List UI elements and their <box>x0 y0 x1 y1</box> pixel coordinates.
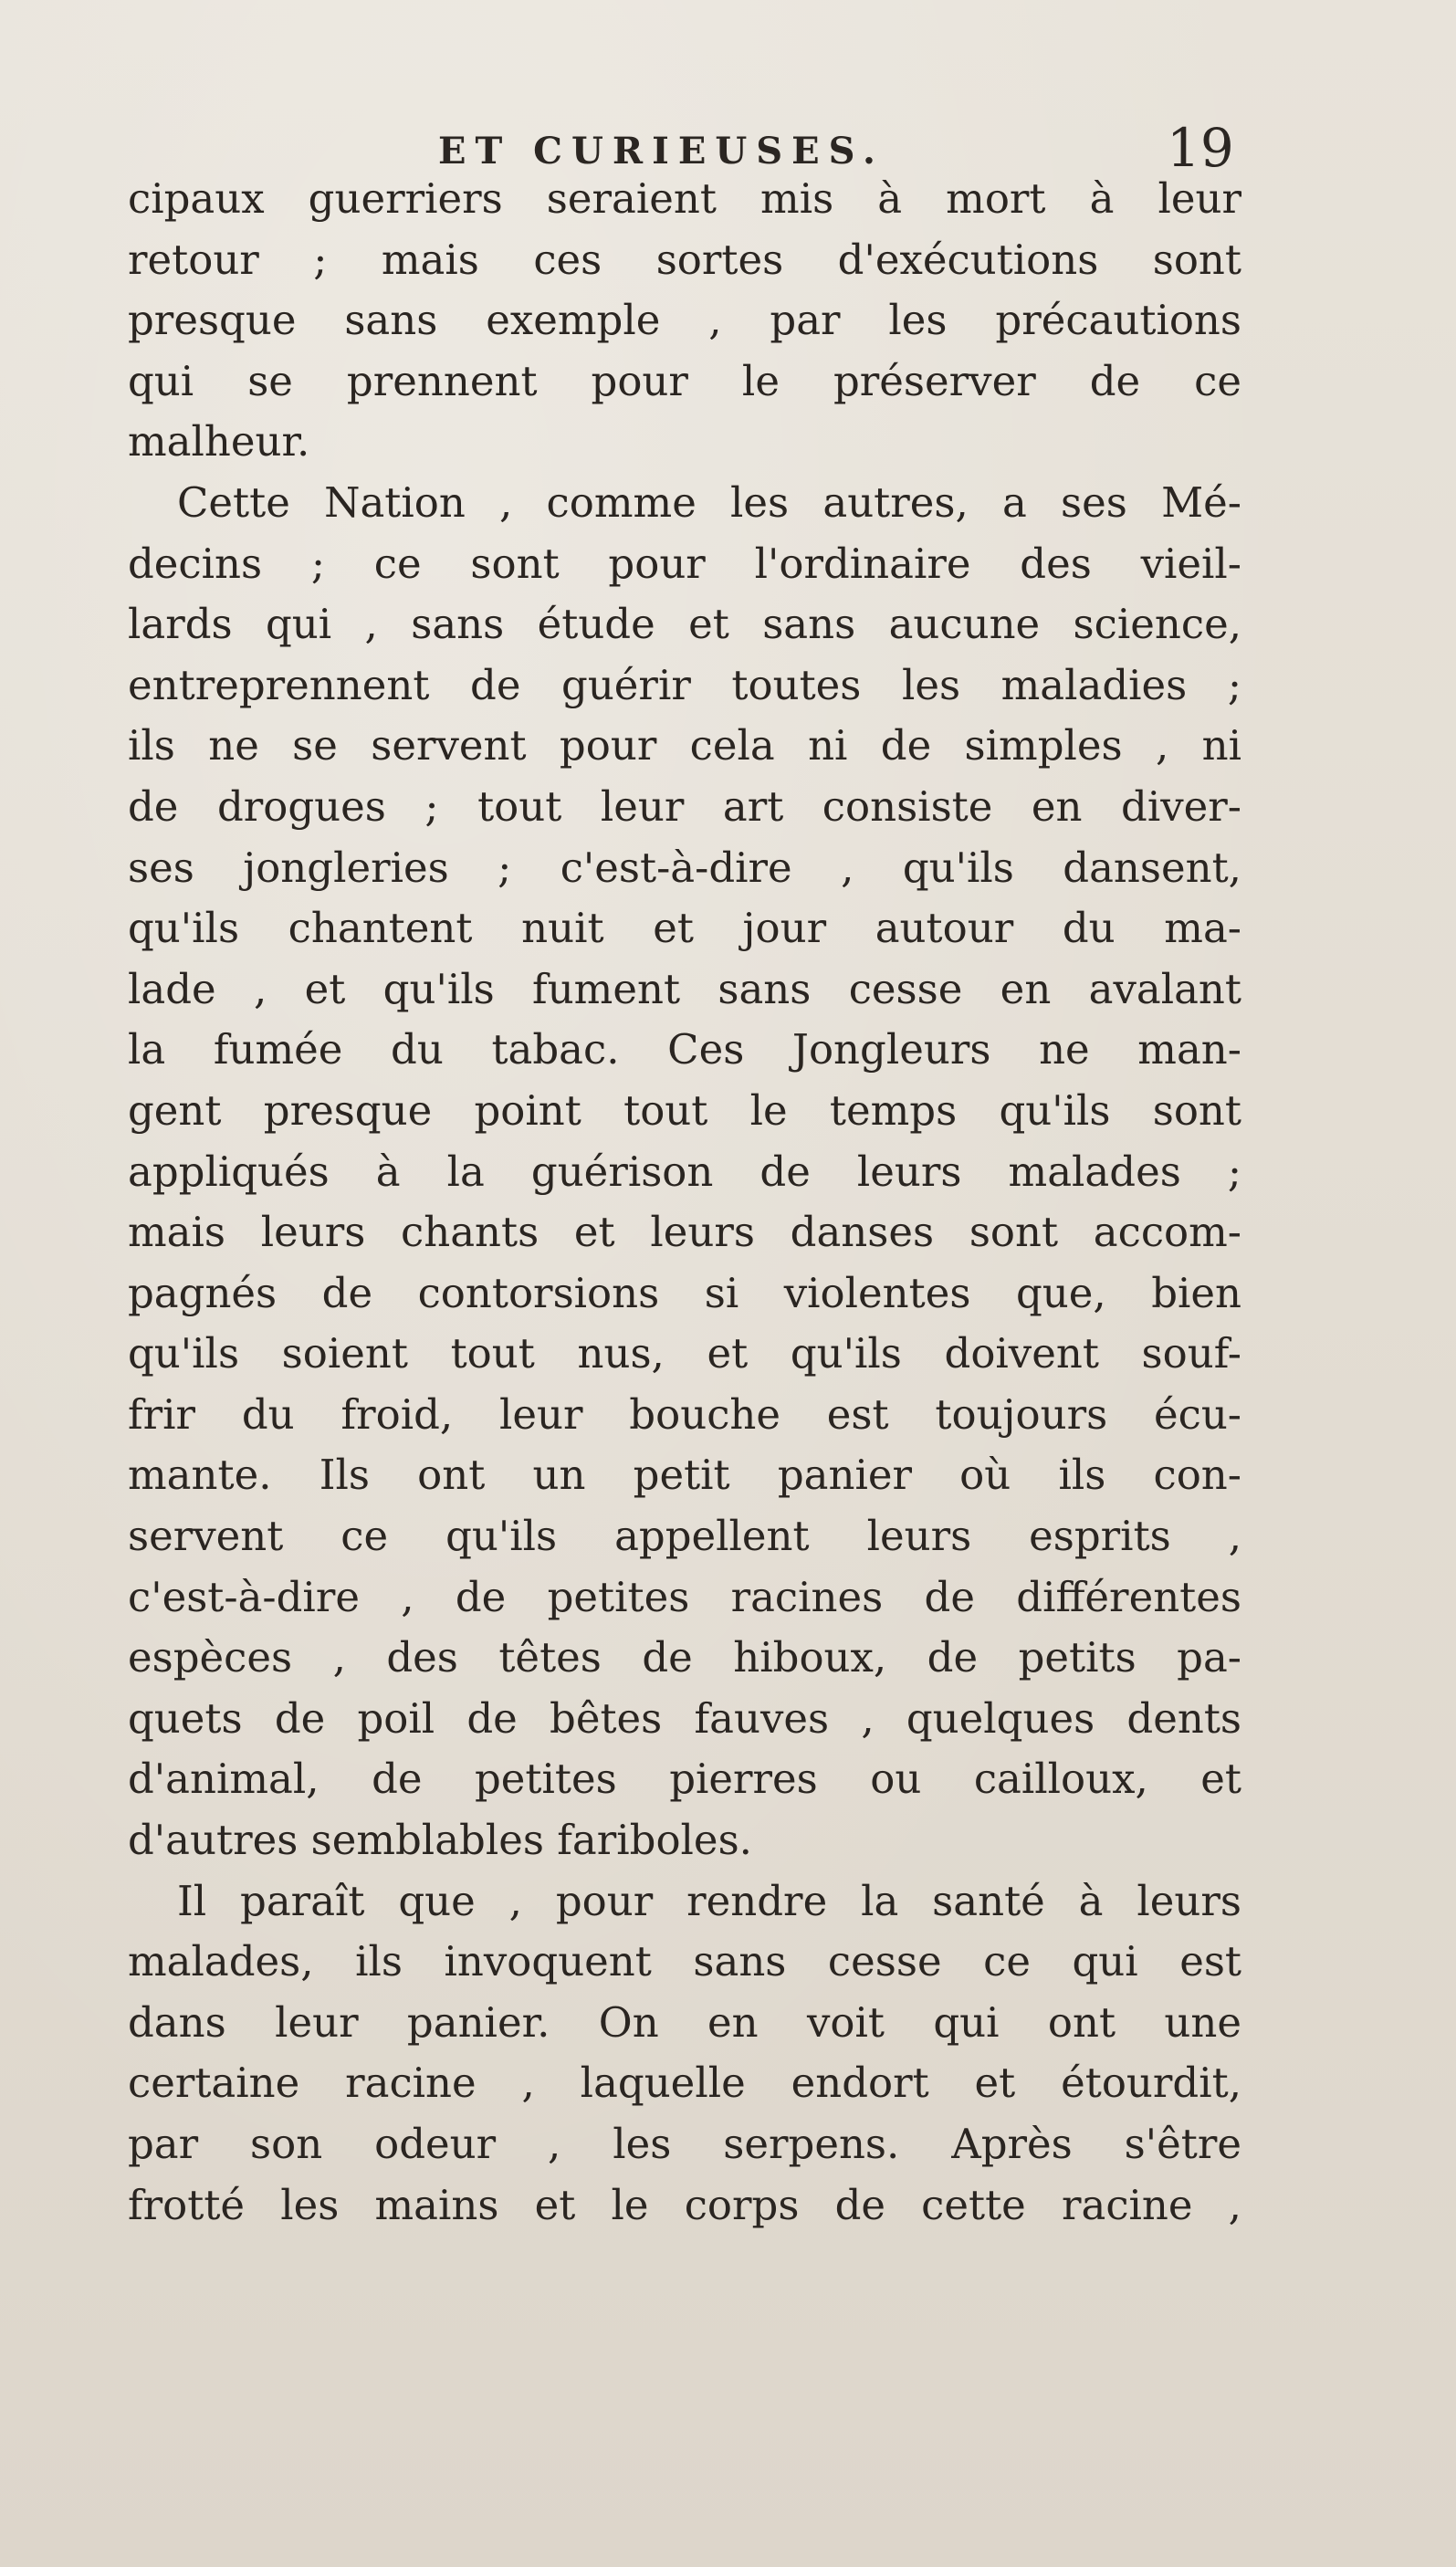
text-line: lards qui , sans étude et sans aucune science, <box>128 600 1241 649</box>
text-line: par son odeur , les serpens. Après s'être <box>128 2120 1241 2168</box>
text-line: gent presque point tout le temps qu'ils sont <box>128 1085 1241 1135</box>
text-line: qu'ils soient tout nus, et qu'ils doivent souf- <box>128 1329 1241 1378</box>
text-line: entreprennent de guérir toutes les maladies ; <box>128 660 1241 709</box>
text-line: d'animal, de petites pierres ou cailloux, et <box>128 1755 1241 1804</box>
text-line: Il paraît que , pour rendre la santé à leurs <box>177 1876 1241 1925</box>
text-line: appliqués à la guérison de leurs malades ; <box>128 1147 1241 1196</box>
text-line: frotté les mains et le corps de cette racine , <box>128 2180 1241 2229</box>
text-line: malades, ils invoquent sans cesse ce qui est <box>128 1937 1241 1986</box>
text-line: mante. Ils ont un petit panier où ils con- <box>128 1451 1241 1500</box>
text-line: retour ; mais ces sortes d'exécutions sont <box>128 235 1241 284</box>
text-line: espèces , des têtes de hiboux, de petits pa- <box>128 1633 1241 1682</box>
text-line: dans leur panier. On en voit qui ont une <box>128 1997 1241 2047</box>
body-text <box>128 169 1241 2236</box>
text-line: de drogues ; tout leur art consiste en diver- <box>128 781 1241 831</box>
page-number: 19 <box>1167 117 1234 179</box>
text-line: certaine racine , laquelle endort et étourdit, <box>128 2059 1241 2108</box>
text-line: mais leurs chants et leurs danses sont accom- <box>128 1208 1241 1257</box>
text-line: cipaux guerriers seraient mis à mort à leur <box>128 174 1241 223</box>
text-line: quets de poil de bêtes fauves , quelques dents <box>128 1693 1241 1743</box>
text-line: presque sans exemple , par les précautions <box>128 296 1241 345</box>
text-line: d'autres semblables fariboles. <box>128 1816 752 1865</box>
text-line: frir du froid, leur bouche est toujours écu- <box>128 1389 1241 1439</box>
text-line: ils ne se servent pour cela ni de simples , ni <box>128 721 1241 770</box>
text-line: Cette Nation , comme les autres, a ses Mé- <box>177 477 1241 527</box>
text-line: pagnés de contorsions si violentes que, bien <box>128 1268 1241 1317</box>
text-line: malheur. <box>128 417 310 466</box>
text-line: qui se prennent pour le préserver de ce <box>128 356 1241 405</box>
text-line: lade , et qu'ils fument sans cesse en avalant <box>128 964 1241 1013</box>
text-line: la fumée du tabac. Ces Jongleurs ne man- <box>128 1025 1241 1074</box>
text-line: c'est-à-dire , de petites racines de différentes <box>128 1572 1241 1621</box>
text-line: servent ce qu'ils appellent leurs esprits , <box>128 1512 1241 1561</box>
text-line: ses jongleries ; c'est-à-dire , qu'ils dansent, <box>128 843 1241 892</box>
text-line: qu'ils chantent nuit et jour autour du ma- <box>128 904 1241 953</box>
text-line: decins ; ce sont pour l'ordinaire des vieil- <box>128 539 1241 588</box>
running-title: ET CURIEUSES. <box>438 130 885 173</box>
